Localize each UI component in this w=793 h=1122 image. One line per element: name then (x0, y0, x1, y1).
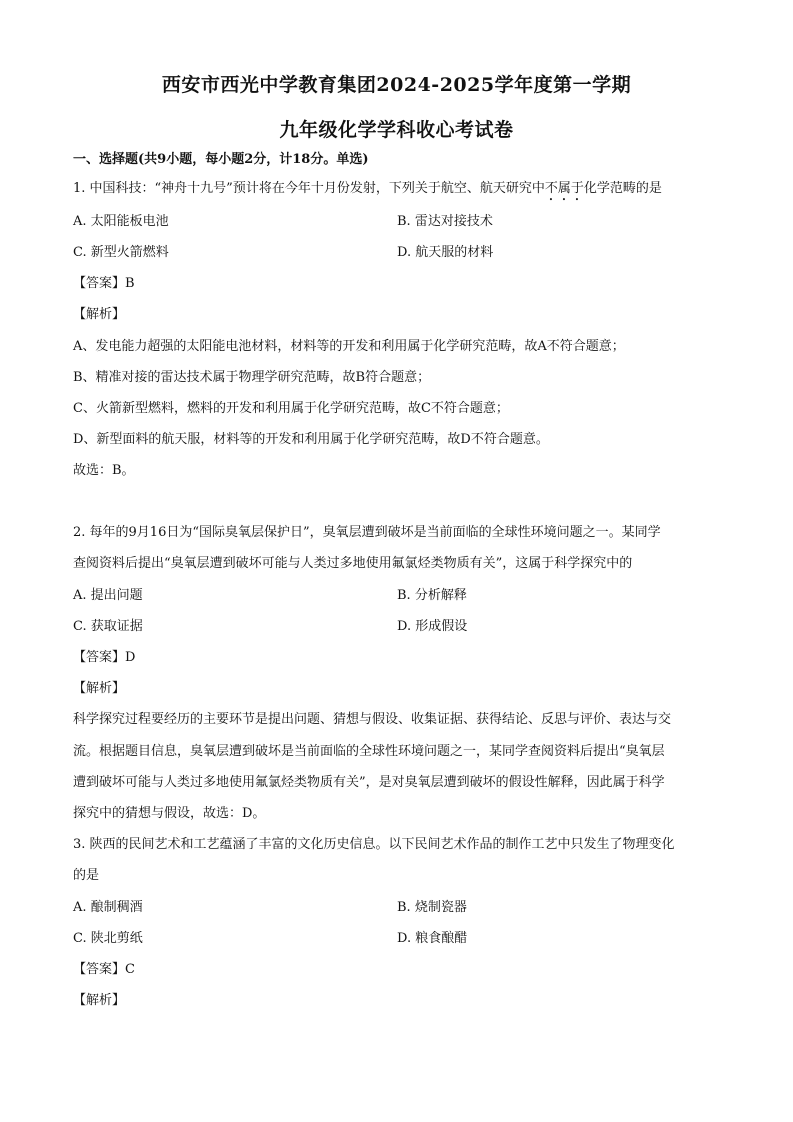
question-3-option-c: C. 陕北剪纸 (73, 931, 143, 946)
question-1-stem (73, 180, 662, 204)
question-3-stem-line: 的是 (73, 868, 100, 883)
question-2-option-a: A. 提出问题 (73, 588, 143, 603)
question-1-option-d: D. 航天服的材料 (397, 245, 494, 260)
question-1-analysis-line: C、火箭新型燃料，燃料的开发和利用属于化学研究范畴，故C不符合题意； (73, 401, 509, 416)
question-2-analysis-line: 科学探究过程要经历的主要环节是提出问题、猜想与假设、收集证据、获得结论、反思与评价、表达与交 (73, 712, 672, 727)
question-2-option-c: C. 获取证据 (73, 619, 143, 634)
question-2-analysis-line: 遭到破坏可能与人类过多地使用氟氯烃类物质有关”，是对臭氧层遭到破坏的假设性解释，因此属于科学 (73, 775, 665, 790)
question-3-option-b: B. 烧制瓷器 (397, 900, 467, 915)
question-1-stem-emphasis: 不属于 (544, 181, 584, 196)
question-1-stem-pre: 1. 中国科技：“神舟十九号”预计将在今年十月份发射，下列关于航空、航天研究中 (73, 181, 545, 196)
question-3-stem-line: 3. 陕西的民间艺术和工艺蕴涵了丰富的文化历史信息。以下民间艺术作品的制作工艺中只发生了物理变化 (73, 837, 675, 852)
question-2-option-d: D. 形成假设 (397, 619, 468, 634)
question-2-stem-line: 查阅资料后提出“臭氧层遭到破坏可能与人类过多地使用氟氯烃类物质有关”，这属于科学探究中的 (73, 556, 633, 571)
question-3-analysis-label: 【解析】 (73, 993, 126, 1008)
question-3-option-a: A. 酿制稠酒 (73, 900, 143, 915)
question-1-analysis-line: D、新型面料的航天服，材料等的开发和利用属于化学研究范畴，故D不符合题意。 (73, 432, 549, 447)
question-1-analysis-label: 【解析】 (73, 307, 126, 322)
page-subtitle: 九年级化学学科收心考试卷 (279, 119, 514, 141)
page-title: 西安市西光中学教育集团2024-2025学年度第一学期 (161, 74, 632, 96)
question-1-answer: 【答案】B (73, 276, 135, 291)
section-heading: 一、选择题(共9小题，每小题2分，计18分。单选) (73, 152, 369, 167)
question-2-analysis-label: 【解析】 (73, 681, 126, 696)
question-3-answer: 【答案】C (73, 962, 135, 977)
question-1-option-a: A. 太阳能板电池 (73, 214, 169, 229)
question-1-option-b: B. 雷达对接技术 (397, 214, 493, 229)
question-1-analysis-line: 故选：B。 (73, 463, 135, 478)
question-3-option-d: D. 粮食酿醋 (397, 931, 468, 946)
question-1-analysis-line: A、发电能力超强的太阳能电池材料，材料等的开发和利用属于化学研究范畴，故A不符合题意； (73, 339, 625, 354)
question-1-analysis-line: B、精准对接的雷达技术属于物理学研究范畴，故B符合题意； (73, 370, 431, 385)
question-2-analysis-line: 流。根据题目信息，臭氧层遭到破坏是当前面临的全球性环境问题之一，某同学查阅资料后提出“臭氧层 (73, 744, 665, 759)
question-1-option-c: C. 新型火箭燃料 (73, 245, 169, 260)
question-2-analysis-line: 探究中的猜想与假设，故选：D。 (73, 806, 266, 821)
question-1-stem-post: 化学范畴的是 (583, 181, 662, 196)
question-2-option-b: B. 分析解释 (397, 588, 467, 603)
question-2-stem-line: 2. 每年的9月16日为“国际臭氧层保护日”，臭氧层遭到破坏是当前面临的全球性环境问题之一。某同学 (73, 525, 661, 540)
question-2-answer: 【答案】D (73, 650, 136, 665)
